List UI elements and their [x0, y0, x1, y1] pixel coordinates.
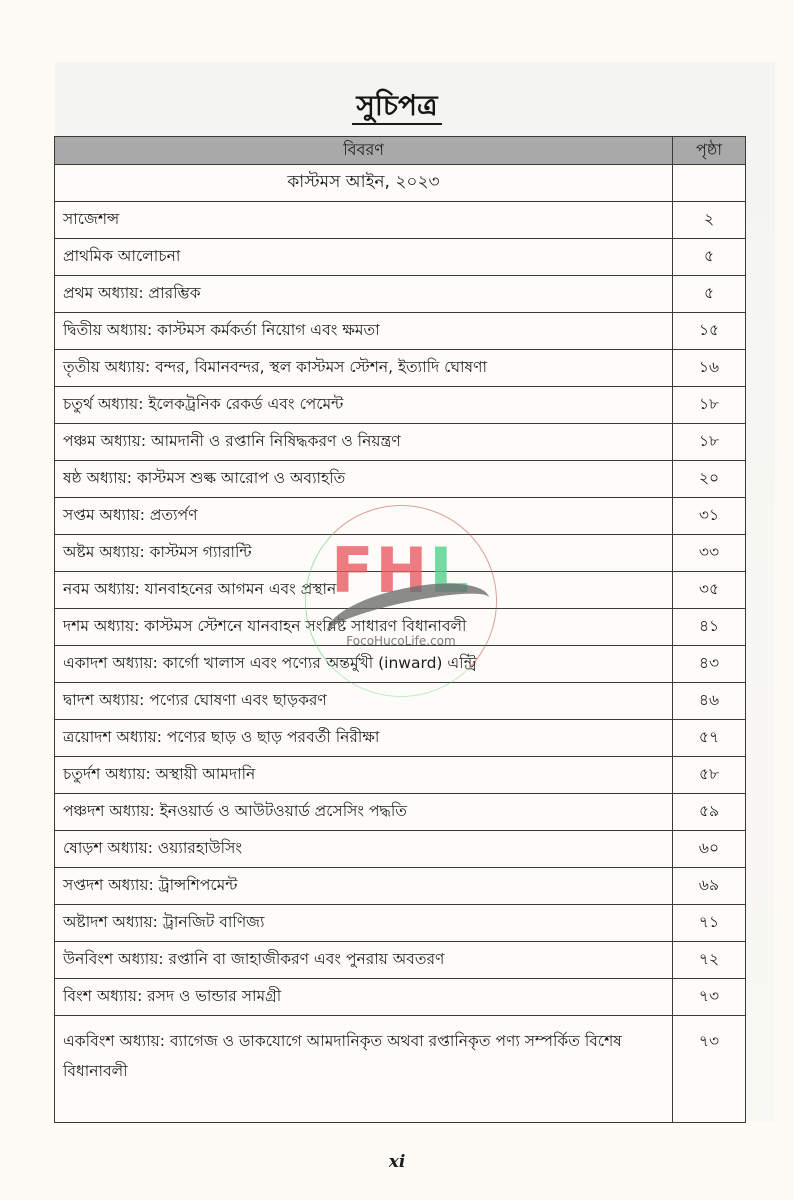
- row-label: প্রথম অধ্যায়: প্রারম্ভিক: [55, 276, 673, 313]
- row-label: দশম অধ্যায়: কাস্টমস স্টেশনে যানবাহন সংশ্লিষ্ট সাধারণ বিধানাবলী: [55, 609, 673, 646]
- table-row: [55, 313, 746, 350]
- row-label: ষষ্ঠ অধ্যায়: কাস্টমস শুল্ক আরোপ ও অব্যাহতি: [55, 461, 673, 498]
- row-page: ১৬: [673, 350, 746, 387]
- row-page: ৬০: [673, 831, 746, 868]
- table-row: [55, 572, 746, 609]
- row-page: ২: [673, 202, 746, 239]
- row-page: ৭২: [673, 942, 746, 979]
- table-row: [55, 424, 746, 461]
- row-label: অষ্টাদশ অধ্যায়: ট্রানজিট বাণিজ্য: [55, 905, 673, 942]
- table-row: [55, 683, 746, 720]
- row-page: ৩৫: [673, 572, 746, 609]
- table-row: [55, 535, 746, 572]
- table-row: [55, 979, 746, 1016]
- row-label: সপ্তম অধ্যায়: প্রত্যর্পণ: [55, 498, 673, 535]
- row-page: ৭১: [673, 905, 746, 942]
- row-page: ৩১: [673, 498, 746, 535]
- table-row: [55, 461, 746, 498]
- table-row: [55, 239, 746, 276]
- table-row: [55, 942, 746, 979]
- row-page: ৪১: [673, 609, 746, 646]
- row-label: একবিংশ অধ্যায়: ব্যাগেজ ও ডাকযোগে আমদানিকৃত অথবা রপ্তানিকৃত পণ্য সম্পর্কিত বিশেষ বিধানাবলী: [55, 1016, 673, 1123]
- table-row: [55, 720, 746, 757]
- table-row: [55, 609, 746, 646]
- table-row: [55, 757, 746, 794]
- table-row: [55, 498, 746, 535]
- row-label: অষ্টম অধ্যায়: কাস্টমস গ্যারান্টি: [55, 535, 673, 572]
- row-label: উনবিংশ অধ্যায়: রপ্তানি বা জাহাজীকরণ এবং পুনরায় অবতরণ: [55, 942, 673, 979]
- table-row: [55, 202, 746, 239]
- table-row: [55, 276, 746, 313]
- row-label: দ্বাদশ অধ্যায়: পণ্যের ঘোষণা এবং ছাড়করণ: [55, 683, 673, 720]
- row-label: চতুর্দশ অধ্যায়: অস্থায়ী আমদানি: [55, 757, 673, 794]
- row-page: ১৮: [673, 424, 746, 461]
- row-label: নবম অধ্যায়: যানবাহনের আগমন এবং প্রস্থান: [55, 572, 673, 609]
- row-page: ৫৮: [673, 757, 746, 794]
- row-label: দ্বিতীয় অধ্যায়: কাস্টমস কর্মকর্তা নিয়োগ এবং ক্ষমতা: [55, 313, 673, 350]
- table-row: [55, 831, 746, 868]
- header-description: বিবরণ: [55, 137, 673, 165]
- table-row: [55, 905, 746, 942]
- row-page: ৭৩: [673, 1016, 746, 1123]
- row-label: সাজেশন্স: [55, 202, 673, 239]
- row-page: ৫: [673, 239, 746, 276]
- row-label: প্রাথমিক আলোচনা: [55, 239, 673, 276]
- watermark-logo-right: L: [429, 534, 471, 607]
- section-title-page: [673, 165, 746, 202]
- row-label: সপ্তদশ অধ্যায়: ট্রান্সশিপমেন্ট: [55, 868, 673, 905]
- row-page: ২০: [673, 461, 746, 498]
- row-page: ১৫: [673, 313, 746, 350]
- page-title-text: সুচিপত্র: [352, 89, 441, 125]
- row-page: ৩৩: [673, 535, 746, 572]
- contents-table: [54, 136, 746, 1123]
- row-page: ৪৩: [673, 646, 746, 683]
- row-page: ৪৬: [673, 683, 746, 720]
- watermark-logo-left: FH: [331, 534, 430, 607]
- row-label: তৃতীয় অধ্যায়: বন্দর, বিমানবন্দর, স্থল কাস্টমস স্টেশন, ইত্যাদি ঘোষণা: [55, 350, 673, 387]
- row-page: ৫: [673, 276, 746, 313]
- section-title-row: [55, 165, 746, 202]
- row-label: চতুর্থ অধ্যায়: ইলেকট্রনিক রেকর্ড এবং পেমেন্ট: [55, 387, 673, 424]
- row-page: ৬৯: [673, 868, 746, 905]
- row-page: ৫৯: [673, 794, 746, 831]
- table-row: [55, 868, 746, 905]
- header-page: পৃষ্ঠা: [673, 137, 746, 165]
- row-label: পঞ্চদশ অধ্যায়: ইনওয়ার্ড ও আউটওয়ার্ড প্রসেসিং পদ্ধতি: [55, 794, 673, 831]
- watermark-site: FocoHucoLife.com: [346, 634, 456, 648]
- table-row: [55, 1016, 746, 1123]
- row-page: ১৮: [673, 387, 746, 424]
- table-header-row: [55, 137, 746, 165]
- page-number: xi: [388, 1152, 406, 1172]
- row-label: ত্রয়োদশ অধ্যায়: পণ্যের ছাড় ও ছাড় পরবর্তী নিরীক্ষা: [55, 720, 673, 757]
- table-row: [55, 646, 746, 683]
- row-page: ৫৭: [673, 720, 746, 757]
- page-title: [0, 84, 794, 131]
- table-row: [55, 387, 746, 424]
- row-label: পঞ্চম অধ্যায়: আমদানী ও রপ্তানি নিষিদ্ধকরণ ও নিয়ন্ত্রণ: [55, 424, 673, 461]
- section-title: কাস্টমস আইন, ২০২৩: [55, 165, 673, 202]
- table-row: [55, 794, 746, 831]
- row-label: একাদশ অধ্যায়: কার্গো খালাস এবং পণ্যের অন্তর্মুখী (inward) এন্ট্রি: [55, 646, 673, 683]
- row-page: ৭৩: [673, 979, 746, 1016]
- row-label: ষোড়শ অধ্যায়: ওয়্যারহাউসিং: [55, 831, 673, 868]
- row-label: বিংশ অধ্যায়: রসদ ও ভান্ডার সামগ্রী: [55, 979, 673, 1016]
- table-row: [55, 350, 746, 387]
